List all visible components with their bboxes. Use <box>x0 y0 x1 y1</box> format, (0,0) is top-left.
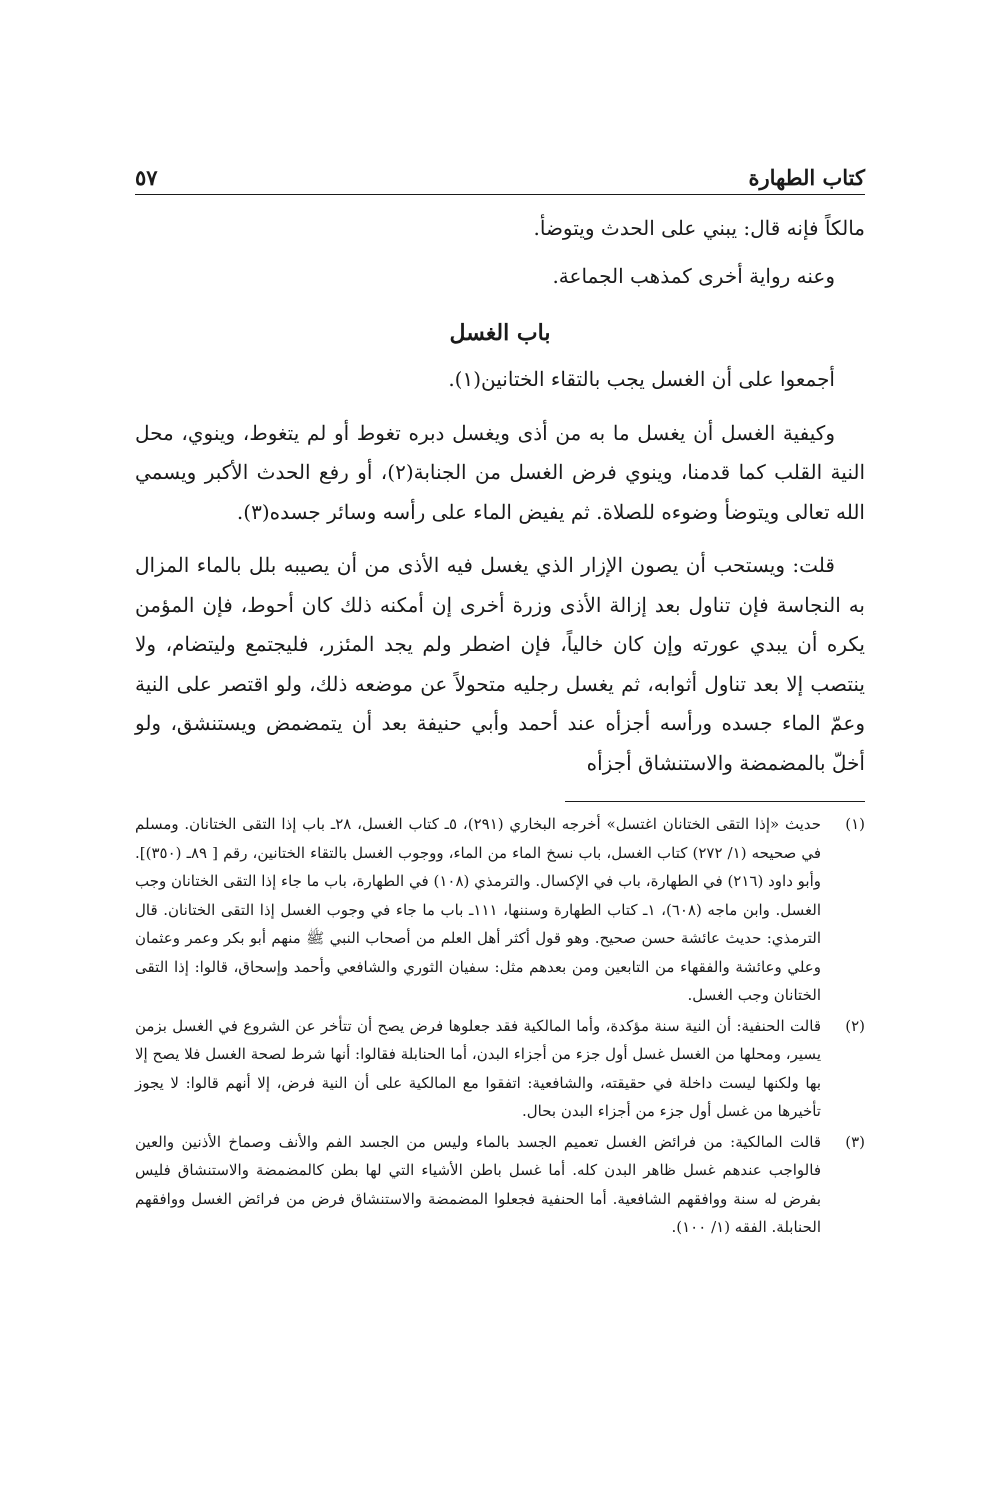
paragraph-5: قلت: ويستحب أن يصون الإزار الذي يغسل فيه الأذى من أن يصيبه بلل بالماء المزال به النجاسة فإن تناول بعد إزالة الأذى وزرة أخرى إن أمكنه ذلك كان أحوط، فإن المؤمن يكره أن يبدي عورته وإن كان خالياً، فإن اضطر ولم يجد المئزر، فليجتمع وليتضام، ولا ينتصب إلا بعد تناول أثوابه، ثم يغسل رجليه متحولاً عن موضعه ذلك، ولو اقتصر على النية وعمّ الماء جسده ورأسه أجزأه عند أحمد وأبي حنيفة بعد أن يتمضمض ويستنشق، ولو أخلّ بالمضمضة والاستنشاق أجزأه <box>135 553 865 775</box>
paragraph-2: وعنه رواية أخرى كمذهب الجماعة. <box>552 263 835 288</box>
section-heading: باب الغسل <box>449 320 551 346</box>
footnote-number: (٢) <box>845 1016 865 1035</box>
footnote-text: قالت المالكية: من فرائض الغسل تعميم الجسد بالماء وليس من الجسد الفم والأنف وصماخ الأذنين والعين فالواجب عندهم غسل ظاهر البدن كله. أما غسل باطن الأشياء التي لها بطن كالمضمضة والاستنشاق فليس بفرض له سنة ووافقهم الشافعية. أما الحنفية فجعلوا المضمضة والاستنشاق فرض من فرائض الغسل ووافقهم الحنابلة. الفقه (١/ ١٠٠). <box>135 1132 821 1236</box>
footnote-divider <box>565 801 865 802</box>
paragraph-1: مالكاً فإنه قال: يبني على الحدث ويتوضأ. <box>533 216 865 240</box>
paragraph-3: أجمعوا على أن الغسل يجب بالتقاء الختانين(١). <box>448 367 835 391</box>
page-number: ٥٧ <box>135 165 158 190</box>
footnote-2 <box>135 1012 865 1126</box>
footnotes <box>135 810 865 1242</box>
footnote-3 <box>135 1128 865 1242</box>
footnote-text: قالت الحنفية: أن النية سنة مؤكدة، وأما المالكية فقد جعلوها فرض يصح أن تتأخر عن الشروع في الغسل بزمن يسير، ومحلها من الغسل غسل أول جزء من أجزاء البدن، أما الحنابلة فقالوا: أنها شرط لصحة الغسل فلا يصح إلا بها ولكنها ليست داخلة في حقيقته، والشافعية: اتفقوا مع المالكية على أن النية فرض، إلا أنهم قالوا: لا يجوز تأخيرها من غسل أول جزء من أجزاء البدن بحال. <box>135 1016 821 1120</box>
paragraph-4: وكيفية الغسل أن يغسل ما به من أذى ويغسل دبره تغوط أو لم يتغوط، وينوي، محل النية القلب كما قدمنا، وينوي فرض الغسل من الجنابة(٢)، أو رفع الحدث الأكبر ويسمي الله تعالى ويتوضأ وضوءه للصلاة. ثم يفيض الماء على رأسه وسائر جسده(٣). <box>135 420 866 524</box>
book-page <box>135 150 865 1244</box>
running-header <box>135 150 865 195</box>
footnote-text: حديث «إذا التقى الختانان اغتسل» أخرجه البخاري (٢٩١)، ٥ـ كتاب الغسل، ٢٨ـ باب إذا التقى الختانان. ومسلم في صحيحه (١/ ٢٧٢) كتاب الغسل، باب نسخ الماء من الماء، ووجوب الغسل بالتقاء الختانين، رقم [ ٨٩ـ (٣٥٠)]. وأبو داود (٢١٦) في الطهارة، باب في الإكسال. والترمذي (١٠٨) في الطهارة، باب ما جاء إذا التقى الختانان وجب الغسل. وابن ماجه (٦٠٨)، ١ـ كتاب الطهارة وسننها، ١١١ـ باب ما جاء في وجوب الغسل إذا التقى الختانان. قال الترمذي: حديث عائشة حسن صحيح. وهو قول أكثر أهل العلم من أصحاب النبي ﷺ منهم أبو بكر وعمر وعثمان وعلي وعائشة والفقهاء من التابعين ومن بعدهم مثل: سفيان الثوري والشافعي وأحمد وإسحاق، قالوا: إذا التقى الختانان وجب الغسل. <box>135 815 822 1004</box>
chapter-title: كتاب الطهارة <box>748 165 865 190</box>
footnote-1 <box>135 810 865 1010</box>
footnote-number: (٣) <box>845 1132 865 1151</box>
footnote-number: (١) <box>845 815 865 833</box>
main-text <box>135 209 865 783</box>
